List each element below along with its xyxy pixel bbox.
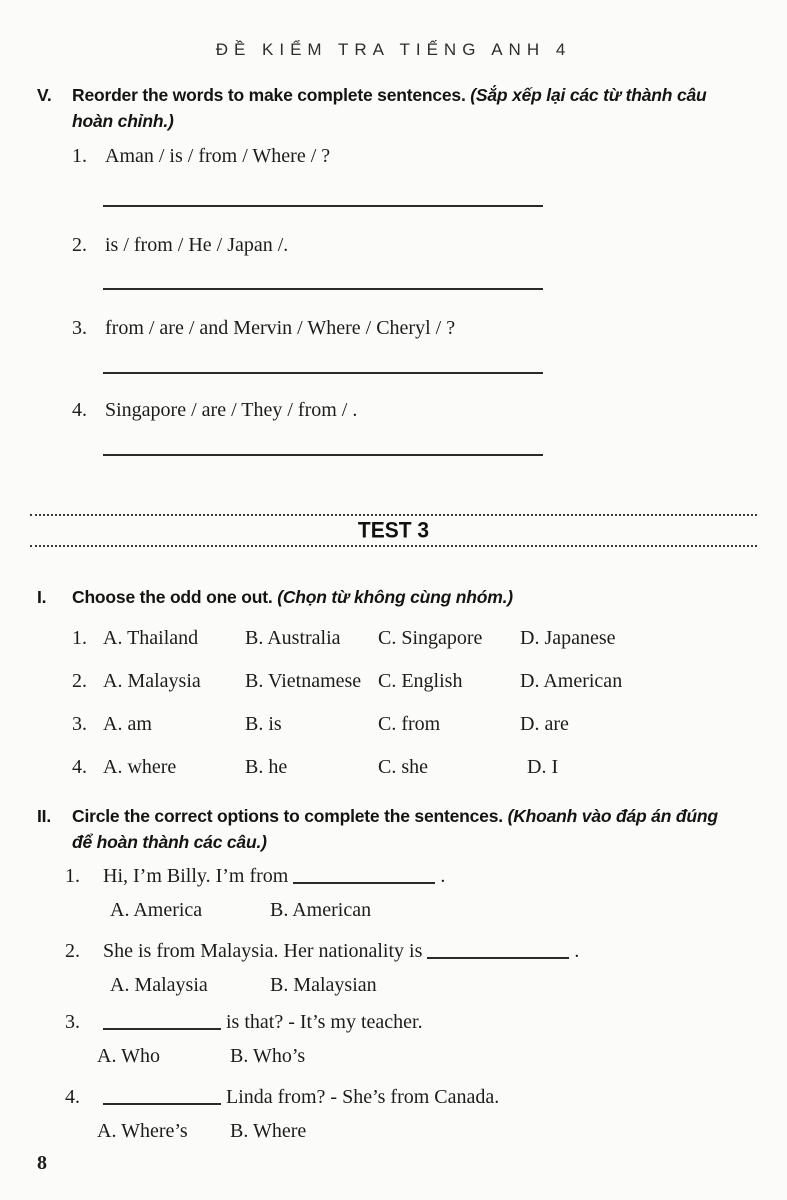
option-c: C. from: [378, 713, 441, 735]
option-c: C. she: [378, 756, 428, 778]
option-b: B. American: [270, 899, 372, 921]
option-c: C. Singapore: [378, 627, 483, 649]
option-a: A. Where’s: [97, 1120, 188, 1142]
answer-line-2: [103, 288, 543, 290]
section-ii-numeral: II.: [37, 806, 51, 826]
section-v-numeral: V.: [37, 85, 52, 105]
option-a: A. Who: [97, 1045, 160, 1067]
sentence-before-blank: She is from Malaysia. Her nationality is: [103, 940, 423, 962]
question-options: [65, 898, 445, 922]
odd-row-3: [72, 712, 622, 736]
test-divider: [30, 514, 757, 547]
question-options: [65, 973, 579, 997]
odd-row-4: [72, 755, 622, 779]
sentence-text: [103, 939, 579, 963]
option-a: A. am: [103, 713, 152, 735]
sentence-after-blank: .: [440, 865, 446, 887]
section-v-title-en: Reorder the words to make complete sentences.: [72, 85, 471, 105]
section-i-numeral: I.: [37, 587, 47, 607]
question-options: [65, 1044, 423, 1068]
question-sentence: [65, 864, 445, 888]
section-ii-title: [72, 803, 732, 855]
sentence-before-blank: Hi, I’m Billy. I’m from: [103, 865, 289, 887]
option-a: A. Malaysia: [103, 670, 201, 692]
test-title: TEST 3: [357, 517, 430, 543]
section-ii-title-en: Circle the correct options to complete the sentences.: [72, 806, 508, 826]
sentence-after-blank: is that? - It’s my teacher.: [226, 1011, 423, 1033]
sentence-text: [103, 864, 445, 888]
reorder-words: Aman / is / from / Where / ?: [105, 145, 331, 167]
item-number: 1.: [65, 865, 80, 887]
circle-question-2: [65, 939, 579, 997]
fill-blank: [293, 870, 435, 884]
section-i-title: [72, 584, 732, 610]
section-ii-heading: [37, 803, 732, 855]
answer-line-3: [103, 372, 543, 374]
fill-blank: [103, 1091, 221, 1105]
fill-blank: [103, 1016, 221, 1030]
circle-question-4: [65, 1085, 499, 1143]
reorder-words: from / are / and Mervin / Where / Cheryl / ?: [105, 317, 456, 339]
option-b: B. Australia: [245, 627, 341, 649]
sentence-after-blank: Linda from? - She’s from Canada.: [226, 1086, 500, 1108]
option-c: C. English: [378, 670, 463, 692]
circle-question-1: [65, 864, 445, 922]
option-b: B. he: [245, 756, 288, 778]
option-a: A. America: [110, 899, 203, 921]
option-b: B. Malaysian: [270, 974, 377, 996]
item-number: 4.: [72, 399, 87, 421]
section-i-title-en: Choose the odd one out.: [72, 587, 278, 607]
option-a: A. where: [103, 756, 177, 778]
item-number: 3.: [65, 1011, 80, 1033]
answer-line-4: [103, 454, 543, 456]
odd-one-out-rows: [72, 626, 622, 798]
page-title: ĐỀ KIỂM TRA TIẾNG ANH 4: [215, 40, 572, 59]
item-number: 2.: [65, 940, 80, 962]
section-ii-title-vi: (Khoanh vào đáp án đúng để hoàn thành các câu.): [72, 806, 718, 852]
item-number: 2.: [72, 234, 87, 256]
item-number: 4.: [65, 1086, 80, 1108]
item-number: 1.: [72, 145, 87, 167]
section-i-title-vi: (Chọn từ không cùng nhóm.): [277, 587, 513, 607]
option-d: D. American: [520, 670, 623, 692]
option-b: B. Vietnamese: [245, 670, 362, 692]
option-b: B. Where: [230, 1120, 307, 1142]
question-sentence: [65, 1010, 423, 1034]
reorder-item-1: [72, 144, 330, 168]
option-b: B. Who’s: [230, 1045, 306, 1067]
reorder-item-2: [72, 233, 288, 257]
item-number: 1.: [72, 627, 87, 649]
reorder-words: is / from / He / Japan /.: [105, 234, 289, 256]
sentence-text: [103, 1085, 499, 1109]
answer-line-1: [103, 205, 543, 207]
option-a: A. Malaysia: [110, 974, 208, 996]
option-a: A. Thailand: [103, 627, 199, 649]
reorder-item-4: [72, 398, 357, 422]
fill-blank: [427, 945, 569, 959]
option-d: D. are: [520, 713, 569, 735]
sentence-text: [103, 1010, 423, 1034]
question-options: [65, 1119, 499, 1143]
section-v-heading: [37, 82, 732, 134]
section-v-title-vi: (Sắp xếp lại các từ thành câu hoàn chỉnh.): [72, 85, 707, 131]
option-d: D. Japanese: [520, 627, 616, 649]
option-b: B. is: [245, 713, 282, 735]
option-d: D. I: [527, 756, 559, 778]
section-i-heading: [37, 584, 732, 610]
item-number: 2.: [72, 670, 87, 692]
page-number: 8: [37, 1152, 47, 1174]
sentence-after-blank: .: [574, 940, 580, 962]
section-v-title: [72, 82, 732, 134]
circle-question-3: [65, 1010, 423, 1068]
item-number: 3.: [72, 713, 87, 735]
reorder-words: Singapore / are / They / from / .: [105, 399, 358, 421]
item-number: 4.: [72, 756, 87, 778]
reorder-item-3: [72, 316, 455, 340]
question-sentence: [65, 939, 579, 963]
odd-row-2: [72, 669, 622, 693]
odd-row-1: [72, 626, 622, 650]
question-sentence: [65, 1085, 499, 1109]
item-number: 3.: [72, 317, 87, 339]
